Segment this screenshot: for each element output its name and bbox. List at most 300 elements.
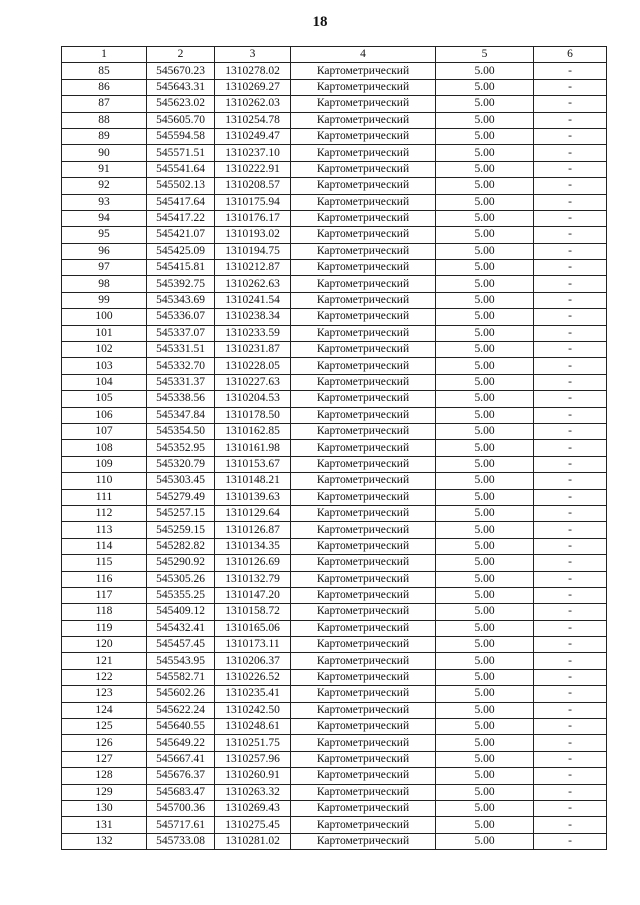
table-row (62, 587, 607, 603)
x-coordinate-cell: 545417.22 (147, 210, 215, 226)
x-coordinate-cell: 545257.15 (147, 505, 215, 521)
point-number-cell: 124 (62, 702, 147, 718)
note-cell: - (534, 686, 607, 702)
note-cell: - (534, 161, 607, 177)
point-number-cell: 93 (62, 194, 147, 210)
table-row (62, 653, 607, 669)
x-coordinate-cell: 545279.49 (147, 489, 215, 505)
point-number-cell: 121 (62, 653, 147, 669)
accuracy-cell: 5.00 (436, 358, 534, 374)
accuracy-cell: 5.00 (436, 768, 534, 784)
point-number-cell: 126 (62, 735, 147, 751)
method-cell: Картометрический (291, 178, 436, 194)
note-cell: - (534, 358, 607, 374)
note-cell: - (534, 817, 607, 833)
note-cell: - (534, 112, 607, 128)
x-coordinate-cell: 545667.41 (147, 751, 215, 767)
note-cell: - (534, 751, 607, 767)
method-cell: Картометрический (291, 260, 436, 276)
method-cell: Картометрический (291, 358, 436, 374)
accuracy-cell: 5.00 (436, 161, 534, 177)
y-coordinate-cell: 1310222.91 (215, 161, 291, 177)
accuracy-cell: 5.00 (436, 505, 534, 521)
point-number-cell: 113 (62, 522, 147, 538)
point-number-cell: 104 (62, 374, 147, 390)
y-coordinate-cell: 1310162.85 (215, 423, 291, 439)
point-number-cell: 87 (62, 96, 147, 112)
accuracy-cell: 5.00 (436, 309, 534, 325)
point-number-cell: 130 (62, 800, 147, 816)
x-coordinate-cell: 545355.25 (147, 587, 215, 603)
x-coordinate-cell: 545332.70 (147, 358, 215, 374)
table-row (62, 505, 607, 521)
x-coordinate-cell: 545354.50 (147, 423, 215, 439)
note-cell: - (534, 128, 607, 144)
note-cell: - (534, 325, 607, 341)
accuracy-cell: 5.00 (436, 292, 534, 308)
x-coordinate-cell: 545421.07 (147, 227, 215, 243)
y-coordinate-cell: 1310278.02 (215, 63, 291, 79)
table-row (62, 161, 607, 177)
y-coordinate-cell: 1310204.53 (215, 391, 291, 407)
point-number-cell: 123 (62, 686, 147, 702)
accuracy-cell: 5.00 (436, 243, 534, 259)
y-coordinate-cell: 1310194.75 (215, 243, 291, 259)
column-header: 6 (534, 47, 607, 63)
accuracy-cell: 5.00 (436, 227, 534, 243)
point-number-cell: 117 (62, 587, 147, 603)
y-coordinate-cell: 1310193.02 (215, 227, 291, 243)
method-cell: Картометрический (291, 768, 436, 784)
point-number-cell: 118 (62, 604, 147, 620)
table-row (62, 325, 607, 341)
y-coordinate-cell: 1310235.41 (215, 686, 291, 702)
table-row (62, 604, 607, 620)
y-coordinate-cell: 1310242.50 (215, 702, 291, 718)
note-cell: - (534, 391, 607, 407)
method-cell: Картометрический (291, 800, 436, 816)
accuracy-cell: 5.00 (436, 128, 534, 144)
accuracy-cell: 5.00 (436, 178, 534, 194)
point-number-cell: 88 (62, 112, 147, 128)
method-cell: Картометрический (291, 309, 436, 325)
accuracy-cell: 5.00 (436, 63, 534, 79)
note-cell: - (534, 833, 607, 849)
table-row (62, 440, 607, 456)
point-number-cell: 95 (62, 227, 147, 243)
y-coordinate-cell: 1310212.87 (215, 260, 291, 276)
y-coordinate-cell: 1310126.69 (215, 555, 291, 571)
accuracy-cell: 5.00 (436, 784, 534, 800)
accuracy-cell: 5.00 (436, 620, 534, 636)
x-coordinate-cell: 545415.81 (147, 260, 215, 276)
x-coordinate-cell: 545347.84 (147, 407, 215, 423)
x-coordinate-cell: 545337.07 (147, 325, 215, 341)
point-number-cell: 105 (62, 391, 147, 407)
table-row (62, 79, 607, 95)
y-coordinate-cell: 1310275.45 (215, 817, 291, 833)
x-coordinate-cell: 545457.45 (147, 637, 215, 653)
point-number-cell: 115 (62, 555, 147, 571)
x-coordinate-cell: 545336.07 (147, 309, 215, 325)
y-coordinate-cell: 1310153.67 (215, 456, 291, 472)
x-coordinate-cell: 545582.71 (147, 669, 215, 685)
note-cell: - (534, 276, 607, 292)
point-number-cell: 97 (62, 260, 147, 276)
table-row (62, 407, 607, 423)
accuracy-cell: 5.00 (436, 456, 534, 472)
accuracy-cell: 5.00 (436, 702, 534, 718)
point-number-cell: 96 (62, 243, 147, 259)
method-cell: Картометрический (291, 456, 436, 472)
table-row (62, 309, 607, 325)
x-coordinate-cell: 545338.56 (147, 391, 215, 407)
point-number-cell: 109 (62, 456, 147, 472)
x-coordinate-cell: 545303.45 (147, 473, 215, 489)
note-cell: - (534, 227, 607, 243)
y-coordinate-cell: 1310165.06 (215, 620, 291, 636)
note-cell: - (534, 79, 607, 95)
method-cell: Картометрический (291, 489, 436, 505)
x-coordinate-cell: 545643.31 (147, 79, 215, 95)
note-cell: - (534, 63, 607, 79)
point-number-cell: 106 (62, 407, 147, 423)
note-cell: - (534, 669, 607, 685)
table-row (62, 817, 607, 833)
table-row (62, 637, 607, 653)
point-number-cell: 91 (62, 161, 147, 177)
table-row (62, 620, 607, 636)
table-row (62, 358, 607, 374)
table-row (62, 96, 607, 112)
note-cell: - (534, 309, 607, 325)
table-row (62, 833, 607, 849)
y-coordinate-cell: 1310178.50 (215, 407, 291, 423)
method-cell: Картометрический (291, 342, 436, 358)
point-number-cell: 122 (62, 669, 147, 685)
x-coordinate-cell: 545543.95 (147, 653, 215, 669)
y-coordinate-cell: 1310281.02 (215, 833, 291, 849)
point-number-cell: 132 (62, 833, 147, 849)
y-coordinate-cell: 1310269.27 (215, 79, 291, 95)
table-row (62, 260, 607, 276)
accuracy-cell: 5.00 (436, 653, 534, 669)
note-cell: - (534, 604, 607, 620)
x-coordinate-cell: 545594.58 (147, 128, 215, 144)
y-coordinate-cell: 1310132.79 (215, 571, 291, 587)
point-number-cell: 116 (62, 571, 147, 587)
method-cell: Картометрический (291, 79, 436, 95)
x-coordinate-cell: 545259.15 (147, 522, 215, 538)
x-coordinate-cell: 545343.69 (147, 292, 215, 308)
note-cell: - (534, 800, 607, 816)
note-cell: - (534, 555, 607, 571)
method-cell: Картометрический (291, 784, 436, 800)
note-cell: - (534, 243, 607, 259)
point-number-cell: 94 (62, 210, 147, 226)
accuracy-cell: 5.00 (436, 669, 534, 685)
method-cell: Картометрический (291, 391, 436, 407)
point-number-cell: 131 (62, 817, 147, 833)
y-coordinate-cell: 1310129.64 (215, 505, 291, 521)
table-row (62, 473, 607, 489)
method-cell: Картометрический (291, 423, 436, 439)
point-number-cell: 114 (62, 538, 147, 554)
x-coordinate-cell: 545622.24 (147, 702, 215, 718)
note-cell: - (534, 489, 607, 505)
table-row (62, 374, 607, 390)
y-coordinate-cell: 1310263.32 (215, 784, 291, 800)
point-number-cell: 125 (62, 719, 147, 735)
accuracy-cell: 5.00 (436, 210, 534, 226)
x-coordinate-cell: 545432.41 (147, 620, 215, 636)
accuracy-cell: 5.00 (436, 735, 534, 751)
method-cell: Картометрический (291, 702, 436, 718)
method-cell: Картометрический (291, 555, 436, 571)
point-number-cell: 85 (62, 63, 147, 79)
point-number-cell: 102 (62, 342, 147, 358)
accuracy-cell: 5.00 (436, 423, 534, 439)
table-row (62, 719, 607, 735)
accuracy-cell: 5.00 (436, 833, 534, 849)
note-cell: - (534, 768, 607, 784)
column-header: 4 (291, 47, 436, 63)
coordinates-table (61, 46, 607, 850)
method-cell: Картометрический (291, 243, 436, 259)
accuracy-cell: 5.00 (436, 391, 534, 407)
point-number-cell: 90 (62, 145, 147, 161)
note-cell: - (534, 440, 607, 456)
point-number-cell: 112 (62, 505, 147, 521)
method-cell: Картометрический (291, 440, 436, 456)
note-cell: - (534, 210, 607, 226)
table-row (62, 800, 607, 816)
table-row (62, 194, 607, 210)
method-cell: Картометрический (291, 686, 436, 702)
note-cell: - (534, 653, 607, 669)
x-coordinate-cell: 545670.23 (147, 63, 215, 79)
x-coordinate-cell: 545717.61 (147, 817, 215, 833)
x-coordinate-cell: 545392.75 (147, 276, 215, 292)
point-number-cell: 86 (62, 79, 147, 95)
table-row (62, 292, 607, 308)
y-coordinate-cell: 1310147.20 (215, 587, 291, 603)
y-coordinate-cell: 1310126.87 (215, 522, 291, 538)
note-cell: - (534, 423, 607, 439)
accuracy-cell: 5.00 (436, 407, 534, 423)
table-row (62, 63, 607, 79)
y-coordinate-cell: 1310173.11 (215, 637, 291, 653)
point-number-cell: 92 (62, 178, 147, 194)
y-coordinate-cell: 1310158.72 (215, 604, 291, 620)
point-number-cell: 98 (62, 276, 147, 292)
accuracy-cell: 5.00 (436, 342, 534, 358)
y-coordinate-cell: 1310248.61 (215, 719, 291, 735)
x-coordinate-cell: 545733.08 (147, 833, 215, 849)
x-coordinate-cell: 545290.92 (147, 555, 215, 571)
table-row (62, 456, 607, 472)
note-cell: - (534, 194, 607, 210)
table-body (62, 63, 607, 850)
table-row (62, 128, 607, 144)
method-cell: Картометрический (291, 227, 436, 243)
method-cell: Картометрический (291, 620, 436, 636)
method-cell: Картометрический (291, 751, 436, 767)
point-number-cell: 99 (62, 292, 147, 308)
method-cell: Картометрический (291, 276, 436, 292)
x-coordinate-cell: 545502.13 (147, 178, 215, 194)
table-row (62, 227, 607, 243)
y-coordinate-cell: 1310227.63 (215, 374, 291, 390)
accuracy-cell: 5.00 (436, 817, 534, 833)
method-cell: Картометрический (291, 210, 436, 226)
note-cell: - (534, 702, 607, 718)
point-number-cell: 108 (62, 440, 147, 456)
accuracy-cell: 5.00 (436, 96, 534, 112)
method-cell: Картометрический (291, 374, 436, 390)
y-coordinate-cell: 1310134.35 (215, 538, 291, 554)
accuracy-cell: 5.00 (436, 489, 534, 505)
method-cell: Картометрический (291, 292, 436, 308)
y-coordinate-cell: 1310269.43 (215, 800, 291, 816)
x-coordinate-cell: 545282.82 (147, 538, 215, 554)
y-coordinate-cell: 1310139.63 (215, 489, 291, 505)
table-row (62, 112, 607, 128)
note-cell: - (534, 587, 607, 603)
method-cell: Картометрический (291, 505, 436, 521)
method-cell: Картометрический (291, 145, 436, 161)
accuracy-cell: 5.00 (436, 260, 534, 276)
table-row (62, 555, 607, 571)
x-coordinate-cell: 545331.51 (147, 342, 215, 358)
accuracy-cell: 5.00 (436, 751, 534, 767)
table-row (62, 423, 607, 439)
method-cell: Картометрический (291, 587, 436, 603)
accuracy-cell: 5.00 (436, 719, 534, 735)
table-row (62, 276, 607, 292)
note-cell: - (534, 473, 607, 489)
x-coordinate-cell: 545676.37 (147, 768, 215, 784)
method-cell: Картометрический (291, 473, 436, 489)
x-coordinate-cell: 545320.79 (147, 456, 215, 472)
method-cell: Картометрический (291, 538, 436, 554)
x-coordinate-cell: 545409.12 (147, 604, 215, 620)
note-cell: - (534, 637, 607, 653)
method-cell: Картометрический (291, 637, 436, 653)
note-cell: - (534, 719, 607, 735)
method-cell: Картометрический (291, 96, 436, 112)
table-row (62, 768, 607, 784)
x-coordinate-cell: 545331.37 (147, 374, 215, 390)
note-cell: - (534, 538, 607, 554)
column-header: 3 (215, 47, 291, 63)
column-header: 2 (147, 47, 215, 63)
column-header: 1 (62, 47, 147, 63)
y-coordinate-cell: 1310241.54 (215, 292, 291, 308)
table-row (62, 489, 607, 505)
point-number-cell: 107 (62, 423, 147, 439)
method-cell: Картометрический (291, 194, 436, 210)
y-coordinate-cell: 1310262.03 (215, 96, 291, 112)
table-row (62, 735, 607, 751)
column-header: 5 (436, 47, 534, 63)
point-number-cell: 101 (62, 325, 147, 341)
page-number: 18 (312, 14, 328, 30)
method-cell: Картометрический (291, 817, 436, 833)
accuracy-cell: 5.00 (436, 325, 534, 341)
y-coordinate-cell: 1310206.37 (215, 653, 291, 669)
point-number-cell: 111 (62, 489, 147, 505)
accuracy-cell: 5.00 (436, 194, 534, 210)
x-coordinate-cell: 545602.26 (147, 686, 215, 702)
note-cell: - (534, 260, 607, 276)
x-coordinate-cell: 545541.64 (147, 161, 215, 177)
point-number-cell: 129 (62, 784, 147, 800)
point-number-cell: 89 (62, 128, 147, 144)
note-cell: - (534, 571, 607, 587)
method-cell: Картометрический (291, 571, 436, 587)
note-cell: - (534, 735, 607, 751)
method-cell: Картометрический (291, 653, 436, 669)
note-cell: - (534, 407, 607, 423)
point-number-cell: 120 (62, 637, 147, 653)
point-number-cell: 110 (62, 473, 147, 489)
x-coordinate-cell: 545623.02 (147, 96, 215, 112)
method-cell: Картометрический (291, 669, 436, 685)
accuracy-cell: 5.00 (436, 276, 534, 292)
y-coordinate-cell: 1310251.75 (215, 735, 291, 751)
x-coordinate-cell: 545417.64 (147, 194, 215, 210)
accuracy-cell: 5.00 (436, 440, 534, 456)
y-coordinate-cell: 1310249.47 (215, 128, 291, 144)
accuracy-cell: 5.00 (436, 374, 534, 390)
table-row (62, 178, 607, 194)
note-cell: - (534, 178, 607, 194)
note-cell: - (534, 374, 607, 390)
y-coordinate-cell: 1310208.57 (215, 178, 291, 194)
method-cell: Картометрический (291, 112, 436, 128)
point-number-cell: 103 (62, 358, 147, 374)
accuracy-cell: 5.00 (436, 145, 534, 161)
table-row (62, 145, 607, 161)
x-coordinate-cell: 545640.55 (147, 719, 215, 735)
table-row (62, 784, 607, 800)
y-coordinate-cell: 1310176.17 (215, 210, 291, 226)
note-cell: - (534, 456, 607, 472)
y-coordinate-cell: 1310257.96 (215, 751, 291, 767)
x-coordinate-cell: 545571.51 (147, 145, 215, 161)
y-coordinate-cell: 1310231.87 (215, 342, 291, 358)
note-cell: - (534, 522, 607, 538)
method-cell: Картометрический (291, 522, 436, 538)
accuracy-cell: 5.00 (436, 555, 534, 571)
table-row (62, 522, 607, 538)
table-header-row (62, 47, 607, 63)
accuracy-cell: 5.00 (436, 79, 534, 95)
method-cell: Картометрический (291, 325, 436, 341)
note-cell: - (534, 342, 607, 358)
note-cell: - (534, 292, 607, 308)
table-row (62, 391, 607, 407)
y-coordinate-cell: 1310237.10 (215, 145, 291, 161)
method-cell: Картометрический (291, 833, 436, 849)
accuracy-cell: 5.00 (436, 571, 534, 587)
accuracy-cell: 5.00 (436, 538, 534, 554)
accuracy-cell: 5.00 (436, 637, 534, 653)
table-row (62, 751, 607, 767)
note-cell: - (534, 620, 607, 636)
note-cell: - (534, 96, 607, 112)
